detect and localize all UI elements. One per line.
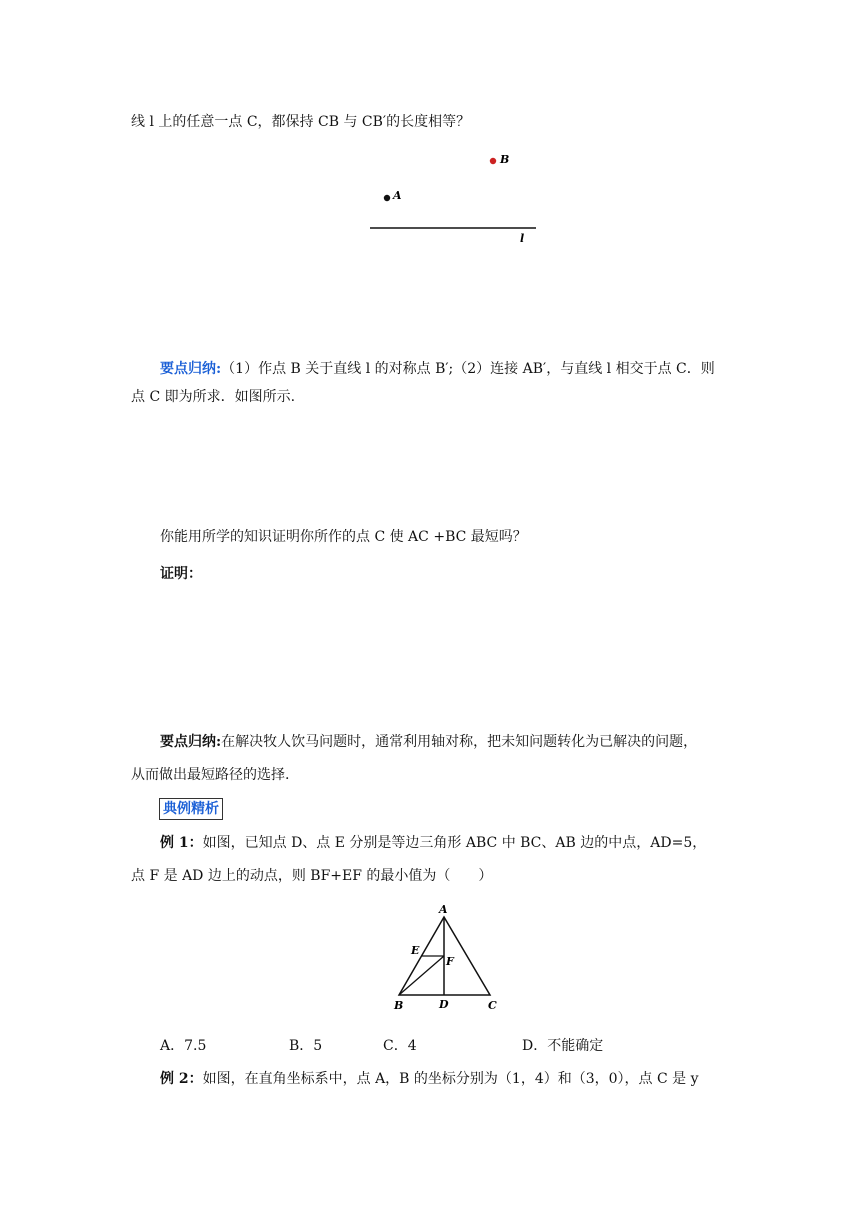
example1-text2: 点 F 是 AD 边上的动点，则 BF+EF 的最小值为（ ） [131, 868, 493, 884]
question-text: 你能用所学的知识证明你所作的点 C 使 AC +BC 最短吗？ [160, 529, 527, 545]
point-a-label: A [393, 189, 402, 202]
summary1-line1 [160, 359, 715, 379]
example2-text1: 如图，在直角坐标系中，点 A，B 的坐标分别为（1，4）和（3，0），点 C 是 y [202, 1071, 699, 1087]
example1-text1: 如图，已知点 D、点 E 分别是等边三角形 ABC 中 BC、AB 边的中点，AD=5， [202, 835, 707, 851]
example2-line1 [160, 1069, 699, 1089]
point-b-label: B [500, 153, 510, 166]
summary1-text1: （1）作点 B 关于直线 l 的对称点 B′;（2）连接 AB′，与直线 l 相交于点 C．则 [221, 361, 715, 377]
vertex-c-label: C [488, 999, 497, 1012]
summary1-label: 要点归纳: [160, 361, 222, 377]
proof-label: 证明： [160, 566, 202, 582]
point-b-dot [490, 158, 496, 164]
point-d-label: D [439, 998, 449, 1011]
summary2-text1: 在解决牧人饮马问题时，通常利用轴对称，把未知问题转化为已解决的问题， [221, 734, 698, 750]
summary2-line1 [160, 732, 697, 752]
option-a[interactable]: A．7.5 [160, 1038, 207, 1054]
point-a-dot [384, 195, 390, 201]
option-c[interactable]: C．4 [383, 1038, 417, 1054]
line-l-label: l [520, 232, 525, 245]
example1-line1 [160, 833, 706, 853]
point-f-label: F [446, 955, 454, 968]
segment-bf [399, 956, 444, 995]
option-d[interactable]: D．不能确定 [522, 1038, 604, 1054]
example2-label: 例 2： [160, 1071, 203, 1087]
figure-line-l [360, 148, 560, 248]
vertex-b-label: B [394, 999, 404, 1012]
summary2-label: 要点归纳: [160, 734, 222, 750]
summary1-text2: 点 C 即为所求．如图所示. [131, 389, 296, 405]
example1-label: 例 1： [160, 835, 203, 851]
section-title-box: 典例精析 [159, 798, 223, 820]
paragraph-intro: 线 l 上的任意一点 C，都保持 CB 与 CB′的长度相等？ [131, 114, 471, 130]
figure-triangle [380, 898, 520, 1016]
vertex-a-label: A [439, 903, 448, 916]
summary2-text2: 从而做出最短路径的选择. [131, 767, 290, 783]
point-e-label: E [411, 944, 420, 957]
option-b[interactable]: B．5 [289, 1038, 323, 1054]
